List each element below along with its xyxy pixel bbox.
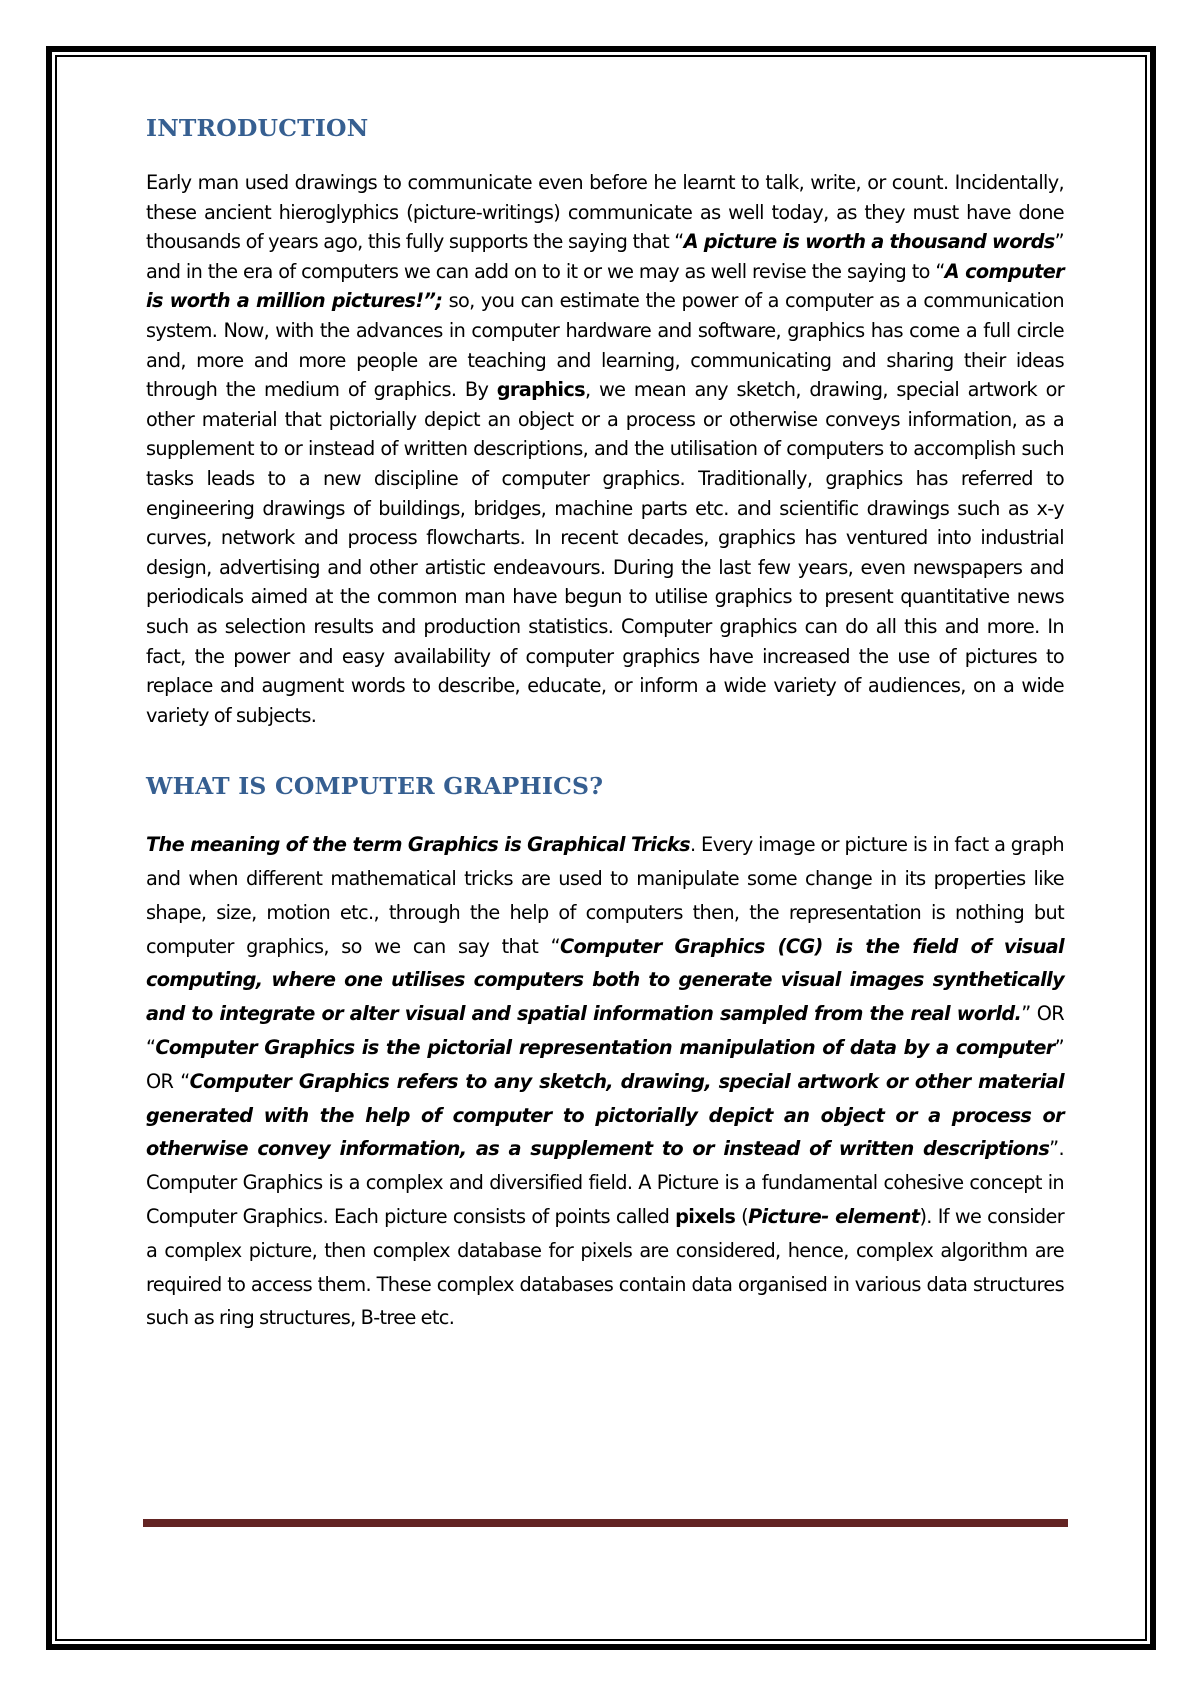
intro-text-4: , we mean any sketch, drawing, special artwork or other material that pictorially depict an object or a process or otherwise conveys information, as a supplement to or instead of written descriptions, and the utilisation of computers to accomplish such tasks leads to a new discipline of computer graphics. Traditionally, graphics has referred to engineering drawings of buildings, bridges, machine parts etc. and scientific drawings such as x-y curves, network and process flowcharts. In recent decades, graphics has ventured into industrial design, advertising and other artistic endeavours. During the last few years, even newspapers and periodicals aimed at the common man have begun to utilise graphics to present quantitative news such as selection results and production statistics. Computer graphics can do all this and more. In fact, the power and easy availability of computer graphics have increased the use of pictures to replace and augment words to describe, educate, or inform a wide variety of audiences, on a wide variety of subjects. [146,378,1064,727]
what-text-5: ( [735,1205,749,1229]
intro-bold-graphics: graphics [496,378,585,402]
document-body [146,112,1064,1335]
what-bold-pixels: pixels [675,1205,736,1229]
what-text-2: ” OR “ [146,1002,1065,1060]
intro-quote-computer: A computer is worth a million pictures!”; [146,259,1064,313]
what-text-1: . Every image or picture is in fact a graph and when different mathematical tricks are used to manipulate some change in its properties like shape, size, motion etc., through the help of computers then, the representation is nothing but computer graphics, so we can say that “ [146,833,1064,958]
what-is-cg-paragraph [146,828,1064,1335]
what-quote-meaning: The meaning of the term Graphics is Graphical Tricks [146,833,690,857]
what-quote-picture-element: Picture- element [748,1205,920,1229]
what-text-3: ” OR “ [146,1036,1064,1093]
intro-quote-picture: A picture is worth a thousand words [683,230,1055,254]
introduction-paragraph [146,168,1064,730]
intro-text-1: Early man used drawings to communicate even before he learnt to talk, write, or count. Incidentally, these ancient hieroglyphics (picture-writings) communicate as well today, as they must have done thousands of years ago, this fully supports the saying that “ [146,171,1064,254]
what-quote-definition-1: Computer Graphics (CG) is the field of visual computing, where one utilises computers both to generate visual images synthetically and to integrate or alter visual and spatial information sampled from the real world. [146,934,1064,1026]
introduction-heading: INTRODUCTION [146,114,369,142]
footer-rule [143,1519,1068,1527]
what-quote-definition-3: Computer Graphics refers to any sketch, drawing, special artwork or other material generated with the help of computer to pictorially depict an object or a process or otherwise convey information, as a supplement to or instead of written descriptions [146,1069,1064,1161]
what-text-4: ”. Computer Graphics is a complex and diversified field. A Picture is a fundamental cohesive concept in Computer Graphics. Each picture consists of points called [146,1137,1064,1229]
intro-text-2: ” and in the era of computers we can add on to it or we may as well revise the saying to “ [146,230,1064,283]
what-is-cg-heading: WHAT IS COMPUTER GRAPHICS? [146,772,604,801]
intro-text-3: so, you can estimate the power of a computer as a communication system. Now, with the advances in computer hardware and software, graphics has come a full circle and, more and more people are teaching and learning, communicating and sharing their ideas through the medium of graphics. By [146,289,1064,402]
what-quote-definition-2: Computer Graphics is the pictorial representation manipulation of data by a computer [155,1036,1055,1060]
what-text-6: ). If we consider a complex picture, then complex database for pixels are considered, hence, complex algorithm are required to access them. These complex databases contain data organised in various data structures such as ring structures, B-tree etc. [146,1205,1064,1330]
